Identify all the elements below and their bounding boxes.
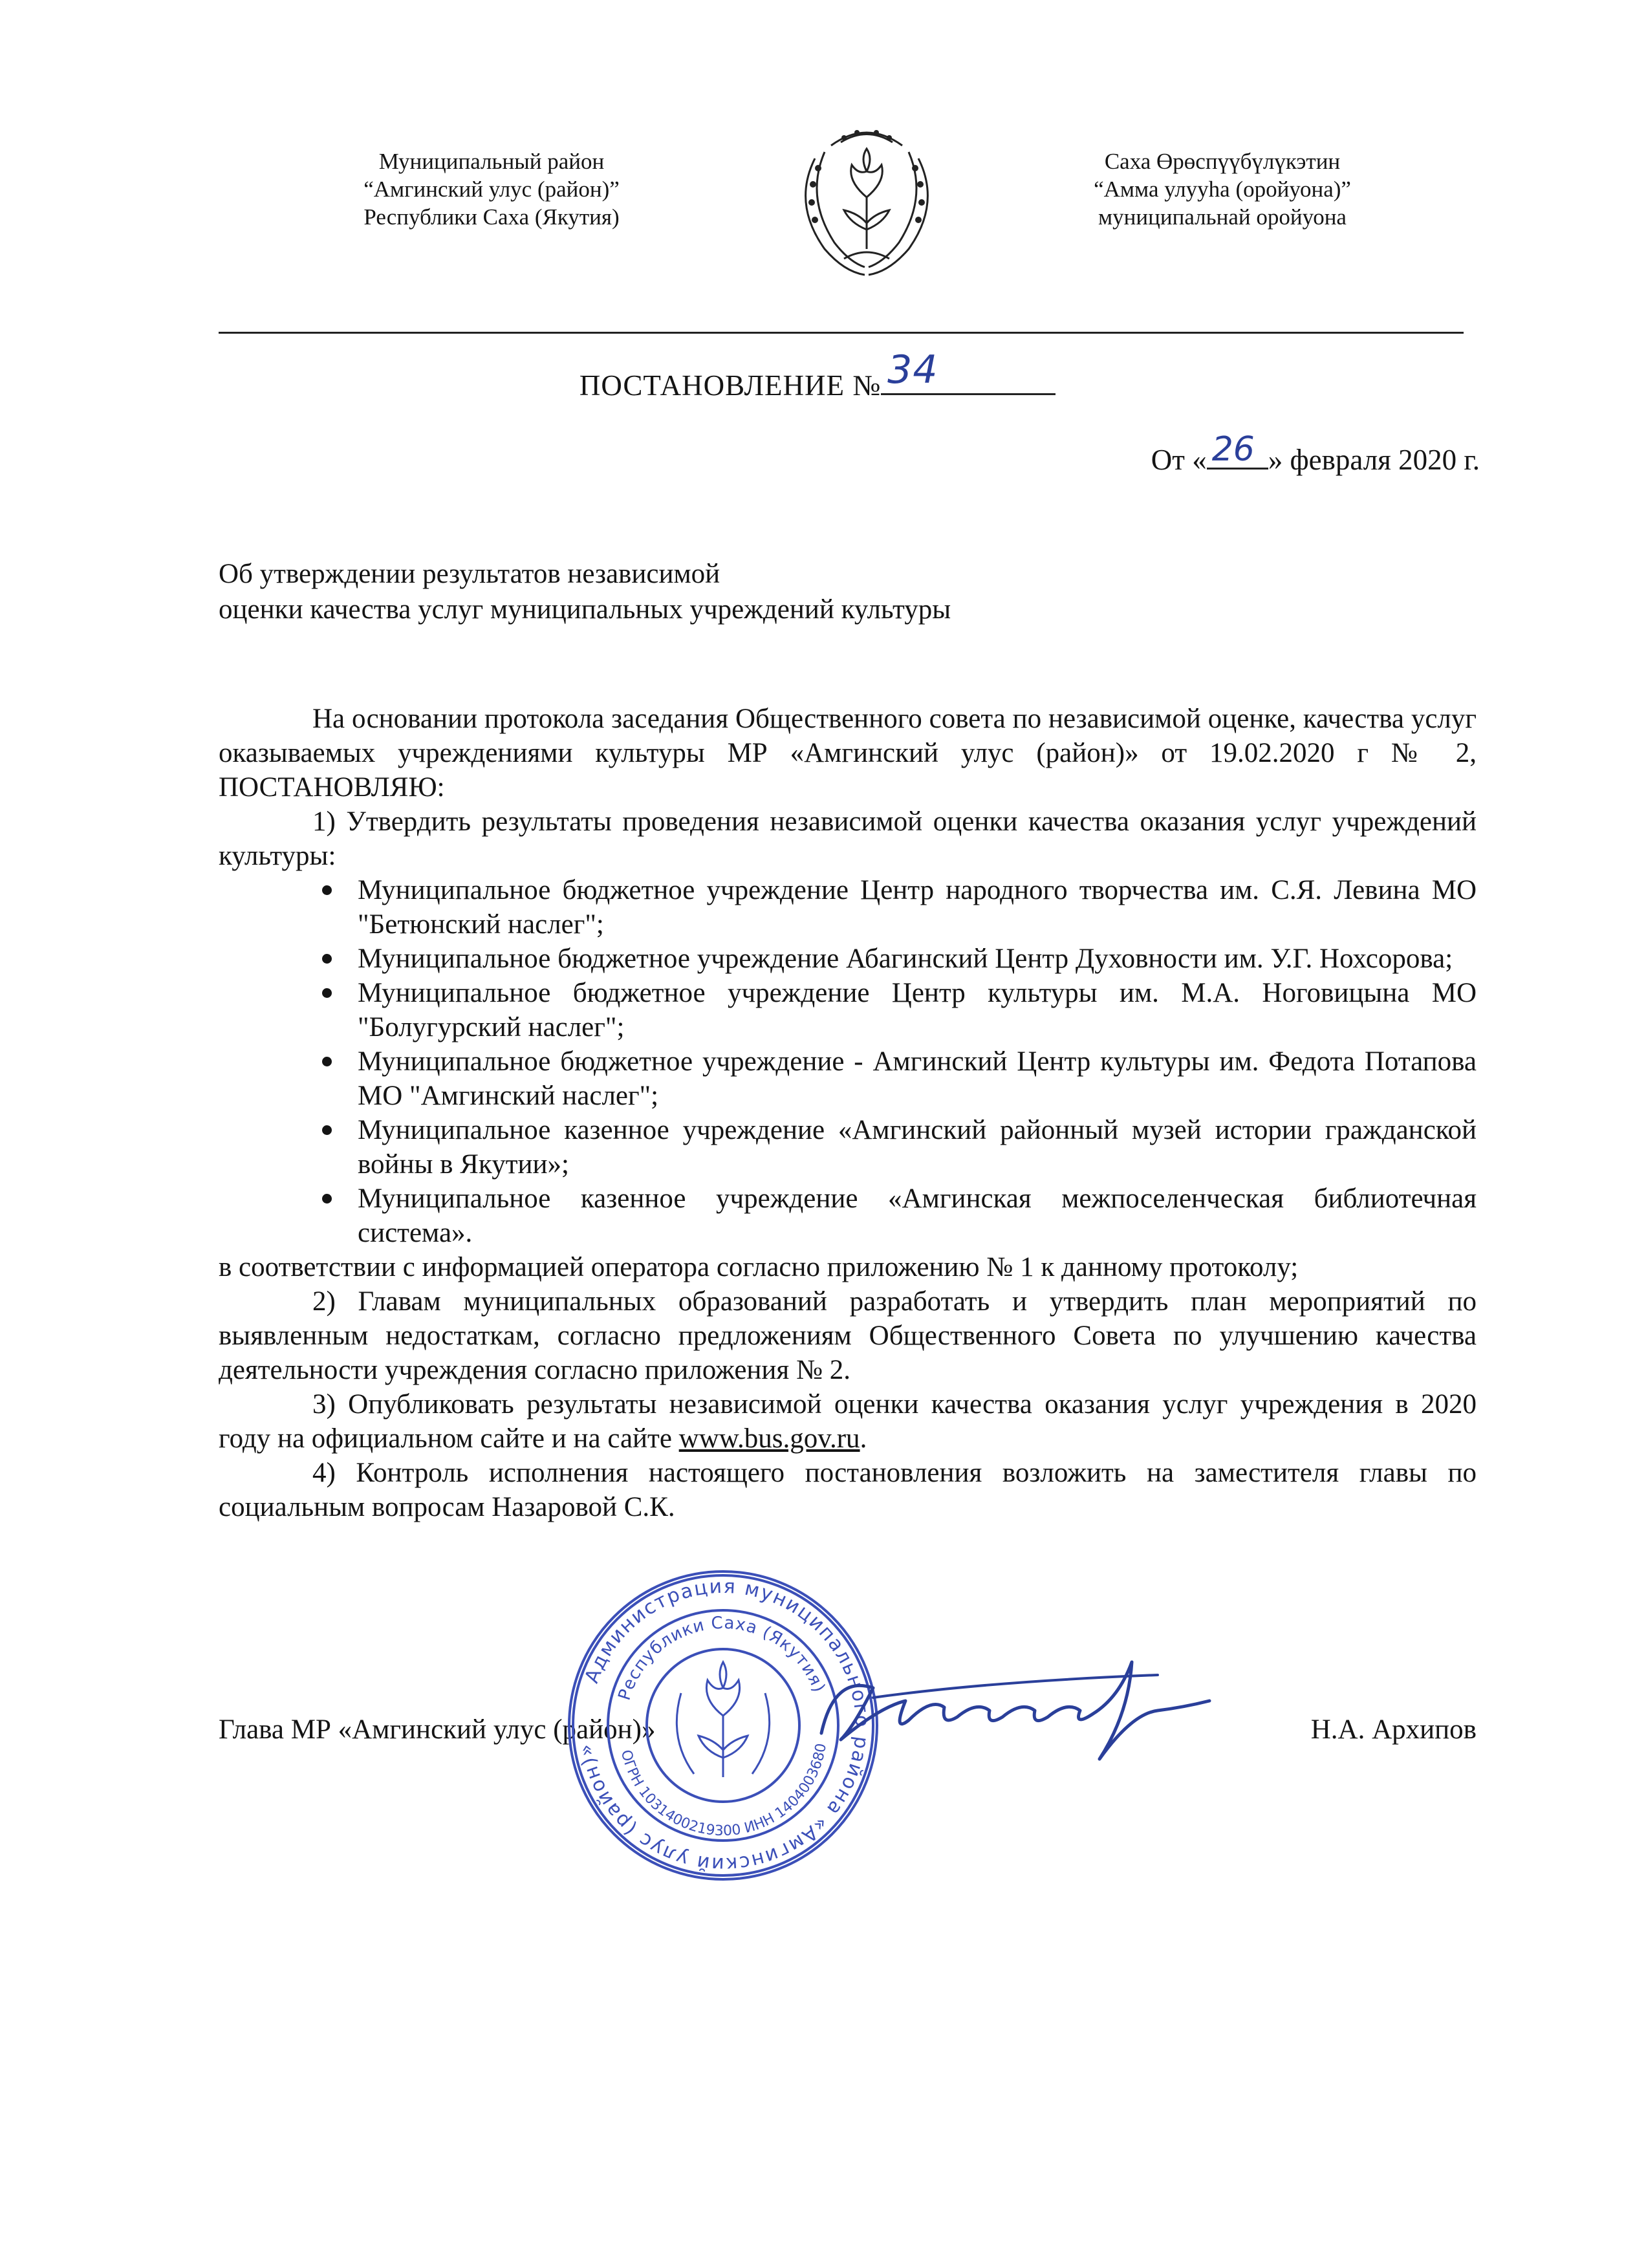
handwritten-signature <box>796 1636 1222 1778</box>
list-item <box>219 1113 1477 1182</box>
after-list-paragraph: в соответствии с информацией оператора согласно приложению № 1 к данному протоколу; <box>219 1252 1299 1282</box>
document-subject <box>219 556 951 627</box>
header-right-line-2: “Амма улууһа (оройуона)” <box>1094 177 1351 202</box>
list-item-text: Муниципальное бюджетное учреждение Центр народного творчества им. С.Я. Левина МО "Бетюнский наслег"; <box>358 875 1477 940</box>
list-item-text: Муниципальное казенное учреждение «Амгинский районный музей истории гражданской войны в Якутии»; <box>358 1115 1477 1180</box>
list-item <box>219 942 1477 976</box>
header-left <box>310 147 673 231</box>
date-day: 26 <box>1211 430 1255 469</box>
item-1: 1) Утвердить результаты проведения независимой оценки качества оказания услуг учреждений культуры: <box>219 806 1477 871</box>
document-number: 34 <box>887 347 938 393</box>
document-body <box>219 702 1477 1524</box>
subject-line-2: оценки качества услуг муниципальных учреждений культуры <box>219 594 951 625</box>
bullet-icon <box>322 1194 332 1204</box>
item-3-text: 3) Опубликовать результаты независимой оценки качества оказания услуг учреждения в 2020 году на официальном сайте и на сайте <box>219 1389 1477 1454</box>
header-right <box>1019 147 1426 231</box>
intro-paragraph: На основании протокола заседания Общественного совета по независимой оценке, качества услуг оказываемых учреждениями культуры МР «Амгинский улус (район)» от 19.02.2020 г № 2, ПОСТАНОВЛЯЮ: <box>219 704 1477 803</box>
list-item-text: Муниципальное бюджетное учреждение Абагинский Центр Духовности им. У.Г. Нохсорова; <box>358 944 1453 974</box>
document-title <box>0 347 1635 402</box>
signatory-position: Глава МР «Амгинский улус (район)» <box>219 1714 656 1745</box>
item-3-end: . <box>860 1423 867 1454</box>
list-item <box>219 1044 1477 1113</box>
signatory-name: Н.А. Архипов <box>1310 1714 1477 1745</box>
institutions-list <box>219 873 1477 1250</box>
item-3 <box>219 1387 1477 1456</box>
date-suffix: » февраля 2020 г. <box>1268 444 1480 476</box>
number-blank <box>881 347 1056 395</box>
bullet-icon <box>322 1125 332 1135</box>
list-item-text: Муниципальное бюджетное учреждение - Амгинский Центр культуры им. Федота Потапова МО "Амгинский наслег"; <box>358 1046 1477 1111</box>
day-blank <box>1207 430 1268 470</box>
bullet-icon <box>322 988 332 998</box>
list-item <box>219 873 1477 942</box>
header-divider <box>219 332 1464 334</box>
header-right-line-1: Саха Өрөспүүбүлүкэтин <box>1104 149 1341 174</box>
svg-text:ОГРН 1031400219300 ИНН 1404003: ОГРН 1031400219300 ИНН 1404003680 <box>617 1742 830 1840</box>
subject-line-1: Об утверждении результатов независимой <box>219 559 720 589</box>
header-left-line-2: “Амгинский улус (район)” <box>363 177 620 202</box>
svg-text:Администрация муниципального р: Администрация муниципального района «Амгинский улус (район)» <box>574 1575 874 1876</box>
coat-of-arms-emblem <box>779 120 954 281</box>
bullet-icon <box>322 1057 332 1066</box>
list-item-text: Муниципальное казенное учреждение «Амгинская межпоселенческая библиотечная система». <box>358 1183 1477 1248</box>
bullet-icon <box>322 954 332 964</box>
list-item <box>219 976 1477 1044</box>
list-item-text: Муниципальное бюджетное учреждение Центр культуры им. М.А. Ноговицына МО "Болугурский наслег"; <box>358 978 1477 1042</box>
item-4: 4) Контроль исполнения настоящего постановления возложить на заместителя главы по социальным вопросам Назаровой С.К. <box>219 1458 1477 1522</box>
list-item <box>219 1182 1477 1250</box>
bus-gov-link[interactable]: www.bus.gov.ru <box>678 1423 860 1454</box>
title-label: ПОСТАНОВЛЕНИЕ № <box>579 369 882 402</box>
document-date <box>1151 430 1480 477</box>
date-prefix: От « <box>1151 444 1207 476</box>
header-right-line-3: муниципальнай оройуона <box>1098 204 1347 230</box>
item-2: 2) Главам муниципальных образований разработать и утвердить план мероприятий по выявленным недостаткам, согласно предложениям Общественного Совета по улучшению качества деятельности учреждения согласно приложения № 2. <box>219 1286 1477 1385</box>
bullet-icon <box>322 885 332 895</box>
svg-text:Республики Саха (Якутия): Республики Саха (Якутия) <box>614 1613 829 1703</box>
header-left-line-1: Муниципальный район <box>378 149 605 174</box>
header-left-line-3: Республики Саха (Якутия) <box>363 204 620 230</box>
